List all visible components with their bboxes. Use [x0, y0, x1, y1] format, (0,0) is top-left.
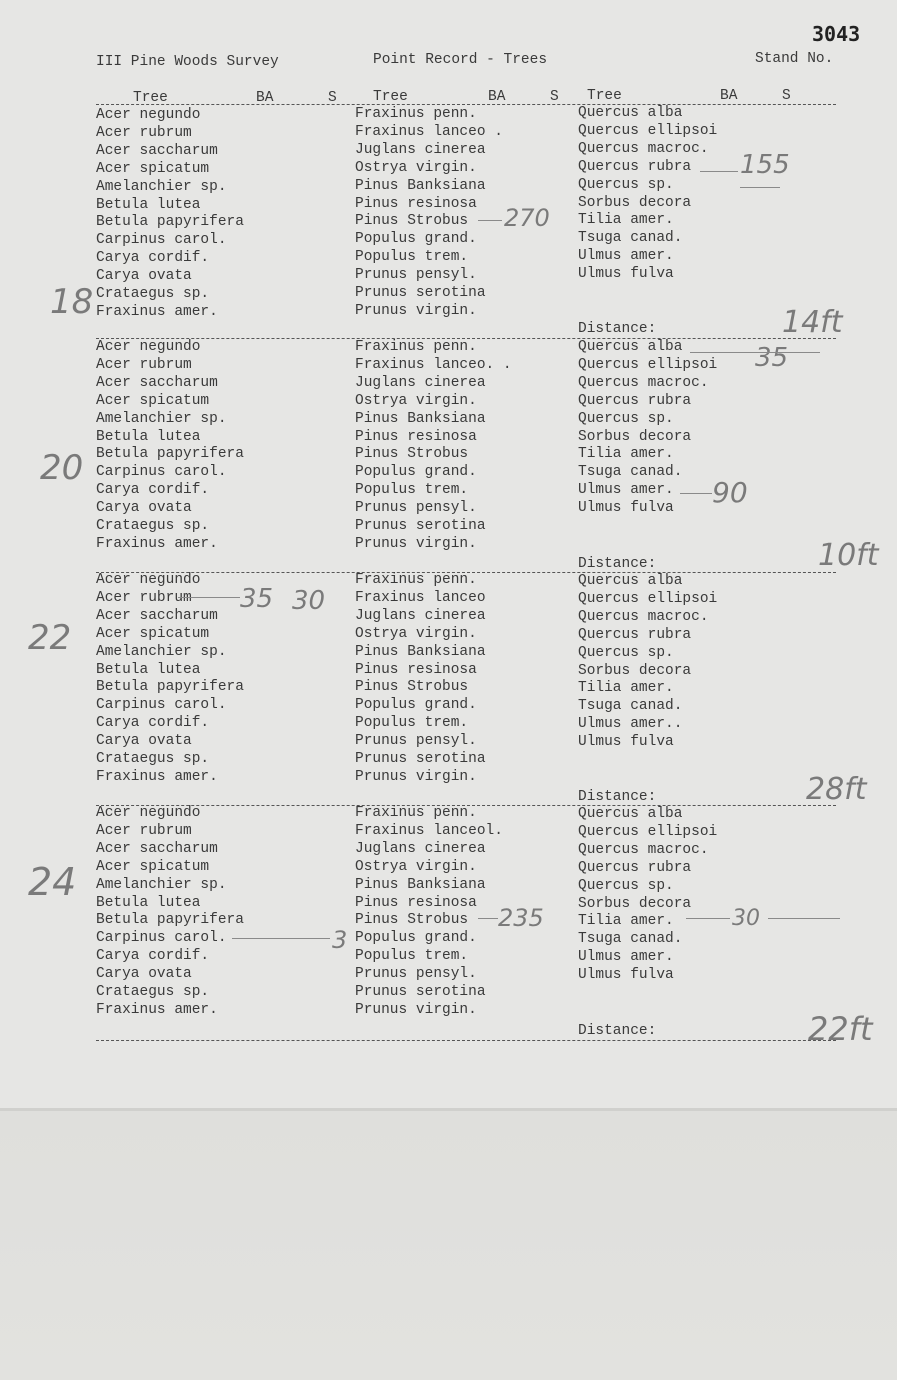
tree-item: Fraxinus amer.	[96, 1001, 218, 1018]
tree-item: Fraxinus lanceo. .	[355, 356, 512, 373]
tree-item: Quercus rubra	[578, 392, 692, 409]
tree-item: Ostrya virgin.	[355, 625, 477, 642]
block1-col3	[578, 105, 717, 284]
tree-item: Quercus alba	[578, 339, 683, 355]
col2-ba-header: BA	[488, 89, 506, 105]
header-rule	[96, 104, 836, 105]
tree-item: Populus grand.	[355, 697, 477, 714]
block2-col3	[578, 339, 717, 518]
tree-item: Acer negundo	[96, 572, 201, 588]
tree-item: Carya cordif.	[96, 948, 210, 965]
tree-item: Acer negundo	[96, 107, 201, 123]
tree-item: Fraxinus lanceol.	[355, 822, 503, 839]
tree-item: Fraxinus lanceo	[355, 589, 486, 606]
annotation-rubrum-s: 30	[292, 586, 326, 616]
col1-ba-header: BA	[256, 90, 274, 106]
col2-s-header: S	[550, 89, 559, 105]
tree-item: Carya cordif.	[96, 482, 210, 499]
tree-item: Pinus Banksiana	[355, 643, 486, 660]
annotation-leader	[232, 938, 330, 939]
tree-item: Betula papyrifera	[96, 912, 244, 929]
annotation-strobus-ba: 235	[498, 904, 544, 932]
tree-item: Quercus sp.	[578, 877, 674, 894]
block4-col3	[578, 806, 717, 985]
block3-col1	[96, 572, 244, 787]
tree-item: Prunus virgin.	[355, 1001, 477, 1018]
tree-item: Tilia amer.	[578, 212, 674, 229]
tree-item: Fraxinus penn.	[355, 339, 477, 355]
tree-item: Acer rubrum	[96, 589, 192, 606]
annotation-rubra-ba: 155	[740, 150, 790, 180]
tree-item: Prunus serotina	[355, 751, 486, 768]
tree-item: Pinus Strobus	[355, 213, 469, 230]
tree-item: Betula papyrifera	[96, 446, 244, 463]
tree-item: Carpinus carol.	[96, 697, 227, 714]
tree-item: Fraxinus amer.	[96, 535, 218, 552]
tree-item: Sorbus decora	[578, 194, 692, 211]
tree-item: Acer saccharum	[96, 607, 218, 624]
fold-lower-panel	[0, 1111, 897, 1380]
tree-item: Betula papyrifera	[96, 679, 244, 696]
tree-item: Carpinus carol.	[96, 464, 227, 481]
block3-margin-note: 22	[28, 618, 72, 658]
annotation-leader	[768, 918, 840, 919]
col2-tree-header: Tree	[373, 89, 408, 105]
annotation-strobus-ba: 270	[504, 204, 550, 232]
tree-item: Tilia amer.	[578, 680, 674, 697]
col3-ba-header: BA	[720, 88, 738, 104]
tree-item: Pinus Strobus	[355, 446, 469, 463]
tree-item: Quercus alba	[578, 806, 683, 822]
tree-item: Betula lutea	[96, 196, 201, 213]
tree-item: Crataegus sp.	[96, 751, 210, 768]
tree-item: Fraxinus penn.	[355, 572, 477, 588]
block1-col2	[355, 106, 503, 321]
col3-tree-header: Tree	[587, 88, 622, 104]
tree-item: Fraxinus amer.	[96, 303, 218, 320]
tree-item: Populus grand.	[355, 464, 477, 481]
tree-item: Crataegus sp.	[96, 984, 210, 1001]
tree-item: Populus trem.	[355, 249, 469, 266]
tree-item: Amelanchier sp.	[96, 643, 227, 660]
tree-item: Juglans cinerea	[355, 607, 486, 624]
tree-item: Tsuga canad.	[578, 931, 683, 948]
annotation-tilia-ba: 30	[732, 906, 760, 931]
tree-item: Populus trem.	[355, 482, 469, 499]
tree-item: Prunus serotina	[355, 285, 486, 302]
tree-item: Acer rubrum	[96, 356, 192, 373]
tree-item: Betula lutea	[96, 661, 201, 678]
tree-item: Amelanchier sp.	[96, 410, 227, 427]
annotation-ellipsoi-ba: 35	[755, 343, 789, 373]
tree-item: Acer saccharum	[96, 142, 218, 159]
block3-distance-label: Distance:	[578, 789, 657, 805]
tree-item: Carya cordif.	[96, 250, 210, 267]
tree-item: Quercus alba	[578, 105, 683, 121]
tree-item: Quercus ellipsoi	[578, 356, 718, 373]
block1-distance-label: Distance:	[578, 321, 657, 337]
tree-item: Sorbus decora	[578, 662, 692, 679]
tree-item: Sorbus decora	[578, 428, 692, 445]
tree-item: Tilia amer.	[578, 913, 674, 930]
annotation-ulmus-ba: 90	[712, 476, 748, 509]
tree-item: Tsuga canad.	[578, 464, 683, 481]
tree-item: Carpinus carol.	[96, 232, 227, 249]
tree-item: Ulmus amer.	[578, 482, 674, 499]
tree-item: Prunus pensyl.	[355, 267, 477, 284]
tree-item: Betula lutea	[96, 894, 201, 911]
annotation-leader	[700, 171, 738, 172]
annotation-leader	[478, 220, 502, 221]
tree-item: Ulmus fulva	[578, 967, 674, 984]
block4-col1	[96, 805, 244, 1020]
tree-item: Quercus rubra	[578, 859, 692, 876]
block2-distance-value: 10ft	[818, 538, 879, 573]
col1-s-header: S	[328, 90, 337, 106]
tree-item: Fraxinus amer.	[96, 768, 218, 785]
tree-item: Carya ovata	[96, 733, 192, 750]
tree-item: Acer spicatum	[96, 625, 210, 642]
tree-item: Acer spicatum	[96, 858, 210, 875]
tree-item: Ostrya virgin.	[355, 159, 477, 176]
tree-item: Amelanchier sp.	[96, 178, 227, 195]
annotation-leader	[740, 187, 780, 188]
tree-item: Quercus macroc.	[578, 608, 709, 625]
tree-item: Pinus resinosa	[355, 894, 477, 911]
tree-item: Carya ovata	[96, 966, 192, 983]
tree-item: Ulmus fulva	[578, 500, 674, 517]
tree-item: Pinus Strobus	[355, 679, 469, 696]
tree-item: Betula papyrifera	[96, 214, 244, 231]
tree-item: Acer negundo	[96, 339, 201, 355]
block2-distance-label: Distance:	[578, 556, 657, 572]
tree-item: Quercus ellipsoi	[578, 823, 718, 840]
tree-item: Pinus Banksiana	[355, 410, 486, 427]
tree-item: Tilia amer.	[578, 446, 674, 463]
tree-item: Prunus serotina	[355, 984, 486, 1001]
tree-item: Betula lutea	[96, 428, 201, 445]
tree-item: Acer rubrum	[96, 822, 192, 839]
tree-item: Ostrya virgin.	[355, 392, 477, 409]
tree-item: Populus grand.	[355, 231, 477, 248]
tree-item: Ulmus amer.	[578, 248, 674, 265]
tree-item: Prunus pensyl.	[355, 966, 477, 983]
block4-distance-label: Distance:	[578, 1023, 657, 1039]
survey-title: III Pine Woods Survey	[96, 54, 279, 70]
tree-item: Carya ovata	[96, 268, 192, 285]
tree-item: Prunus virgin.	[355, 768, 477, 785]
col3-s-header: S	[782, 88, 791, 104]
tree-item: Quercus sp.	[578, 176, 674, 193]
tree-item: Prunus pensyl.	[355, 733, 477, 750]
tree-item: Juglans cinerea	[355, 374, 486, 391]
annotation-carpinus-ba: 3	[332, 926, 348, 954]
tree-item: Acer negundo	[96, 805, 201, 821]
block4-col2	[355, 805, 503, 1020]
tree-item: Pinus Banksiana	[355, 876, 486, 893]
tree-item: Quercus sp.	[578, 644, 674, 661]
annotation-leader	[690, 352, 820, 353]
col1-tree-header: Tree	[133, 90, 168, 106]
annotation-leader	[178, 597, 240, 598]
tree-item: Sorbus decora	[578, 895, 692, 912]
record-title: Point Record - Trees	[373, 52, 548, 68]
tree-item: Quercus ellipsoi	[578, 590, 718, 607]
tree-item: Quercus rubra	[578, 626, 692, 643]
block1-distance-value: 14ft	[782, 305, 843, 340]
tree-item: Crataegus sp.	[96, 518, 210, 535]
tree-item: Prunus virgin.	[355, 302, 477, 319]
block4-margin-note: 24	[28, 860, 77, 904]
tree-item: Carpinus carol.	[96, 930, 227, 947]
tree-item: Ulmus fulva	[578, 266, 674, 283]
tree-item: Prunus virgin.	[355, 535, 477, 552]
tree-item: Acer spicatum	[96, 392, 210, 409]
tree-item: Quercus macroc.	[578, 374, 709, 391]
annotation-leader	[680, 493, 712, 494]
tree-item: Acer saccharum	[96, 374, 218, 391]
tree-item: Populus trem.	[355, 715, 469, 732]
tree-item: Pinus resinosa	[355, 661, 477, 678]
block3-col2	[355, 572, 486, 787]
tree-item: Quercus rubra	[578, 158, 692, 175]
block2-margin-note: 20	[40, 448, 84, 488]
tree-item: Pinus resinosa	[355, 428, 477, 445]
tree-item: Pinus Banksiana	[355, 177, 486, 194]
tree-item: Populus grand.	[355, 930, 477, 947]
block2-col1	[96, 339, 244, 554]
block3-distance-value: 28ft	[806, 772, 867, 807]
tree-item: Fraxinus penn.	[355, 106, 477, 122]
annotation-leader	[478, 918, 498, 919]
document-number: 3043	[812, 22, 861, 46]
tree-item: Amelanchier sp.	[96, 876, 227, 893]
tree-item: Ulmus fulva	[578, 734, 674, 751]
tree-item: Juglans cinerea	[355, 840, 486, 857]
annotation-rubrum-ba: 35	[240, 584, 274, 614]
tree-item: Acer spicatum	[96, 160, 210, 177]
tree-item: Tsuga canad.	[578, 230, 683, 247]
block2-col2	[355, 339, 512, 554]
tree-item: Fraxinus penn.	[355, 805, 477, 821]
tree-item: Quercus macroc.	[578, 140, 709, 157]
tree-item: Pinus Strobus	[355, 912, 469, 929]
block4-rule	[96, 1040, 836, 1041]
tree-item: Crataegus sp.	[96, 286, 210, 303]
tree-item: Acer saccharum	[96, 840, 218, 857]
block1-margin-note: 18	[50, 282, 94, 322]
block4-distance-value: 22ft	[808, 1010, 873, 1048]
tree-item: Quercus macroc.	[578, 841, 709, 858]
tree-item: Quercus sp.	[578, 410, 674, 427]
tree-item: Ulmus amer..	[578, 716, 683, 733]
tree-item: Carya cordif.	[96, 715, 210, 732]
tree-item: Acer rubrum	[96, 124, 192, 141]
tree-item: Ulmus amer.	[578, 949, 674, 966]
tree-item: Ostrya virgin.	[355, 858, 477, 875]
tree-item: Quercus ellipsoi	[578, 122, 718, 139]
tree-item: Tsuga canad.	[578, 698, 683, 715]
tree-item: Prunus serotina	[355, 518, 486, 535]
tree-item: Quercus alba	[578, 573, 683, 589]
tree-item: Pinus resinosa	[355, 195, 477, 212]
tree-item: Juglans cinerea	[355, 141, 486, 158]
annotation-leader	[686, 918, 730, 919]
tree-item: Prunus pensyl.	[355, 500, 477, 517]
block3-col3	[578, 573, 717, 752]
stand-label: Stand No.	[755, 51, 834, 67]
block1-col1	[96, 107, 244, 322]
tree-item: Populus trem.	[355, 948, 469, 965]
tree-item: Fraxinus lanceo .	[355, 123, 503, 140]
tree-item: Carya ovata	[96, 500, 192, 517]
